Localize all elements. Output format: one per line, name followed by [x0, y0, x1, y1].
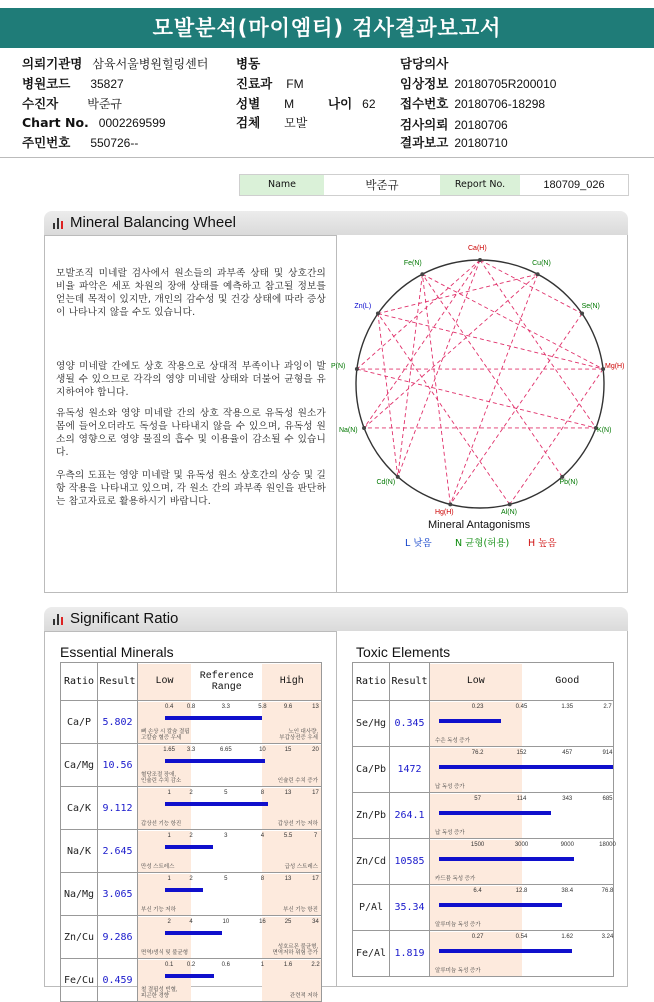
wheel-label: Zn(L) — [354, 302, 372, 310]
ratio-section-header — [44, 607, 628, 631]
scale-tick: 1500 — [470, 841, 485, 848]
request-value: 20180706 — [454, 118, 508, 132]
ess-hdr-ratio: Ratio — [61, 663, 98, 701]
wheel-node — [396, 475, 400, 479]
antagonism-link — [364, 274, 538, 428]
scale-tick: 7 — [313, 832, 318, 839]
scale-tick: 6.4 — [473, 887, 482, 894]
ess-hdr-low: Low — [138, 664, 191, 700]
scale-tick: 16 — [259, 918, 266, 925]
scale-tick: 13 — [284, 789, 292, 796]
scale-tick: 2 — [189, 832, 193, 839]
ratio-result: 35.34 — [390, 885, 430, 931]
scale-tick: 34 — [312, 918, 319, 925]
ess-hdr-result: Result — [98, 663, 138, 701]
note-low: 알루미늄 독성 증가 — [435, 968, 481, 974]
toxic-title: Toxic Elements — [356, 644, 451, 660]
scale-tick: 343 — [562, 795, 573, 802]
wheel-label: Fe(N) — [403, 260, 422, 268]
ess-hdr-high: High — [262, 664, 321, 700]
tox-hdr-low: Low — [430, 664, 522, 700]
tox-hdr-result: Result — [390, 663, 430, 701]
hospital-code-label: 병원코드 — [22, 76, 71, 91]
wheel-node — [478, 258, 482, 262]
paragraph-4: 우측의 도표는 영양 미네랄 및 유독성 원소 상호간의 상승 및 길항 작용을 나타내고 있으며, 각 원소 간의 과부족 원인을 판단하는 참고자료로 활용하시기 바랍니다. — [56, 470, 326, 508]
ratio-result: 2.645 — [98, 830, 138, 873]
toxic-row — [353, 839, 614, 885]
scale-tick: 0.8 — [186, 703, 196, 710]
ratio-name: Ca/K — [61, 787, 98, 830]
scale-tick: 9.6 — [283, 703, 293, 710]
scale-tick: 57 — [474, 795, 481, 802]
bar-chart-icon — [53, 218, 65, 229]
wheel-label: K(N) — [597, 426, 612, 434]
ratio-result: 1472 — [390, 747, 430, 793]
note-high: 급성 스트레스 — [284, 864, 318, 870]
scale-tick: 5 — [224, 789, 228, 796]
patient-info — [22, 54, 642, 154]
note-high: 노인 대사량, 부갑상선증 우세 — [279, 728, 318, 741]
name-box — [239, 174, 629, 196]
chart-value: 0002269599 — [98, 116, 166, 130]
age-label: 나이 — [328, 96, 353, 111]
note-low: 갑상선 기능 항진 — [141, 821, 182, 827]
antagonism-link — [480, 260, 582, 314]
paragraph-2: 영양 미네랄 간에도 상호 작용으로 상대적 부족이나 과잉이 발생될 수 있으므로 각각의 영양 미네랄 상태와 더불어 균형을 유지하여야 합니다. — [56, 361, 326, 399]
scale-tick: 0.45 — [515, 703, 528, 710]
scale-tick: 2 — [167, 918, 171, 925]
essential-row — [61, 787, 322, 830]
ratio-name: Zn/Pb — [353, 793, 390, 839]
ratio-section-title: Significant Ratio — [70, 610, 179, 627]
scale-tick: 10 — [259, 746, 266, 753]
clinical-label: 임상정보 — [400, 76, 449, 91]
name-value: 박준규 — [365, 178, 399, 192]
toxic-table — [352, 662, 614, 977]
ratio-result: 10585 — [390, 839, 430, 885]
scale-tick: 2 — [189, 789, 193, 796]
scale-tick: 2.2 — [311, 961, 320, 968]
report-date-label: 결과보고 — [400, 135, 449, 150]
scale-tick: 2.7 — [603, 703, 612, 710]
scale-tick: 17 — [312, 789, 319, 796]
resident-label: 주민번호 — [22, 135, 71, 150]
institution-label: 의뢰기관명 — [22, 56, 83, 71]
note-high: 갑상선 기능 저하 — [277, 821, 318, 827]
wheel-label: Na(N) — [338, 426, 358, 434]
scale-tick: 1 — [167, 875, 171, 882]
wheel-node — [580, 312, 584, 316]
scale-tick: 76.2 — [471, 749, 484, 756]
scale-tick: 10 — [222, 918, 230, 925]
wheel-node — [508, 502, 512, 506]
scale-tick: 5 — [224, 875, 228, 882]
institution-value: 삼육서울병원힐링센터 — [92, 57, 209, 71]
scale-tick: 0.2 — [186, 961, 196, 968]
ratio-bar — [439, 857, 574, 861]
ratio-name: Fe/Cu — [61, 959, 98, 1002]
scale-tick: 12.8 — [515, 887, 528, 894]
name-label: Name — [240, 175, 324, 195]
report-title: 모발분석(마이엠티) 검사결과보고서 — [0, 8, 654, 48]
toxic-row — [353, 747, 614, 793]
toxic-row — [353, 931, 614, 977]
ward-label: 병동 — [236, 56, 261, 71]
ratio-name: Zn/Cd — [353, 839, 390, 885]
ratio-name: Se/Hg — [353, 701, 390, 747]
clinical-value: 20180705R200010 — [454, 77, 557, 91]
wheel-label: Pb(N) — [559, 479, 578, 487]
hospital-code-value: 35827 — [90, 77, 124, 91]
scale-tick: 3.24 — [601, 933, 614, 940]
scale-tick: 2 — [189, 875, 193, 882]
wheel-label: Cu(N) — [532, 260, 551, 268]
scale-tick: 152 — [516, 749, 527, 756]
scale-tick: 6.65 — [219, 746, 232, 753]
scale-tick: 0.54 — [515, 933, 528, 940]
note-low: 알루미늄 독성 증가 — [435, 922, 481, 928]
wheel-label: Se(N) — [581, 302, 600, 310]
ratio-result: 3.065 — [98, 873, 138, 916]
ratio-bar — [165, 845, 213, 849]
wheel-node — [536, 272, 540, 276]
note-low: 뼈 손상 시 칼슘 결핍 고칼슘 혈증 우세 — [141, 728, 190, 741]
receipt-label: 접수번호 — [400, 96, 449, 111]
sex-label: 성별 — [236, 96, 261, 111]
scale-tick: 0.27 — [471, 933, 484, 940]
scale-tick: 1 — [167, 789, 171, 796]
wheel-label: P(N) — [331, 362, 346, 370]
ratio-bar — [165, 716, 262, 720]
ratio-bar — [165, 931, 221, 935]
wheel-node — [362, 426, 366, 430]
note-low: 납 독성 증가 — [435, 830, 465, 836]
scale-tick: 15 — [284, 746, 292, 753]
scale-tick: 3 — [224, 832, 228, 839]
essential-row — [61, 916, 322, 959]
scale-tick: 13 — [284, 875, 292, 882]
report-no-label: Report No. — [440, 175, 520, 195]
scale-tick: 18000 — [599, 841, 616, 848]
chart-label: Chart No. — [22, 115, 89, 130]
report-date-value: 20180710 — [454, 136, 508, 150]
wheel-node — [420, 272, 424, 276]
tox-hdr-good: Good — [555, 675, 580, 687]
scale-tick: 0.6 — [221, 961, 230, 968]
paragraph-3: 유독성 원소와 영양 미네랄 간의 상호 작용으로 유독성 원소가 몸에 들어오더라도 독성을 나타내지 않을 수 있으며, 유독성 원소의 영향으로 영양 물질의 흡수 및 이용율이 감소될 수 있습니다. — [56, 408, 326, 459]
ratio-result: 9.286 — [98, 916, 138, 959]
ratio-result: 1.819 — [390, 931, 430, 977]
note-low: 철 결핍성 빈혈, 피곤한 경향 — [141, 986, 178, 999]
scale-tick: 0.1 — [164, 961, 174, 968]
note-low: 혈당조절 장애, 인슐린 수치 감소 — [141, 771, 182, 784]
essential-row — [61, 830, 322, 873]
scale-tick: 0.23 — [471, 703, 484, 710]
ratio-name: Ca/P — [61, 701, 98, 744]
note-low: 만성 스트레스 — [141, 864, 175, 870]
wheel-label: Mg(H) — [604, 362, 625, 370]
essential-row — [61, 873, 322, 916]
antagonism-link — [357, 369, 596, 428]
ratio-result: 0.459 — [98, 959, 138, 1002]
legend-low: L 낮음 — [405, 538, 432, 549]
scale-tick: 1 — [167, 832, 171, 839]
wheel-node — [355, 367, 359, 371]
ratio-name: P/Al — [353, 885, 390, 931]
ratio-result: 5.802 — [98, 701, 138, 744]
ratio-bar — [439, 811, 551, 815]
scale-tick: 1.6 — [283, 961, 293, 968]
antagonism-link — [510, 369, 603, 504]
age-value: 62 — [362, 97, 376, 111]
note-low: 수은 독성 증가 — [435, 738, 470, 744]
ratio-bar — [439, 949, 572, 953]
wheel-circle — [356, 260, 604, 508]
mineral-wheel — [340, 258, 620, 558]
resident-value: 550726-- — [90, 136, 139, 150]
ratio-result: 9.112 — [98, 787, 138, 830]
bar-chart-icon — [53, 614, 65, 625]
scale-tick: 5.5 — [283, 832, 293, 839]
scale-tick: 457 — [562, 749, 573, 756]
ratio-result: 10.56 — [98, 744, 138, 787]
scale-tick: 685 — [602, 795, 613, 802]
legend-normal: N 균형(허용) — [455, 538, 510, 549]
dept-label: 진료과 — [236, 76, 273, 91]
ratio-bar — [165, 974, 213, 978]
wheel-node — [448, 502, 452, 506]
note-low: 카드뮴 독성 증가 — [435, 876, 476, 882]
note-low: 면역/생식 및 불균형 — [141, 950, 189, 956]
wheel-label: Ca(H) — [468, 245, 487, 252]
scale-tick: 8 — [260, 875, 265, 882]
scale-tick: 114 — [516, 795, 527, 802]
ratio-bar — [439, 765, 613, 769]
wheel-label: Hg(H) — [434, 509, 454, 517]
ratio-name: Na/Mg — [61, 873, 98, 916]
scale-tick: 9000 — [560, 841, 574, 848]
scale-tick: 38.4 — [561, 887, 574, 894]
essential-title: Essential Minerals — [60, 644, 174, 660]
scale-tick: 1.65 — [163, 746, 175, 753]
antagonism-link — [480, 260, 596, 428]
note-high: 성호르몬 불균형, 면역저하 위험 증가 — [272, 943, 318, 956]
wheel-node — [560, 475, 564, 479]
scale-tick: 5.8 — [258, 703, 267, 710]
note-high: 부신 기능 항진 — [283, 907, 318, 913]
ratio-result: 264.1 — [390, 793, 430, 839]
request-label: 검사의뢰 — [400, 117, 449, 132]
ratio-name: Na/K — [61, 830, 98, 873]
ratio-result: 0.345 — [390, 701, 430, 747]
note-low: 납 독성 증가 — [435, 784, 465, 790]
ratio-bar — [165, 802, 268, 806]
receipt-value: 20180706-18298 — [454, 97, 546, 111]
ratio-name: Ca/Pb — [353, 747, 390, 793]
scale-tick: 1 — [260, 961, 265, 968]
patient-label: 수진자 — [22, 96, 59, 111]
toxic-row — [353, 793, 614, 839]
ratio-bar — [439, 903, 562, 907]
scale-tick: 25 — [284, 918, 292, 925]
scale-tick: 4 — [260, 832, 265, 839]
note-high: 인슐린 수치 증가 — [277, 778, 318, 784]
scale-tick: 914 — [602, 749, 613, 756]
wheel-caption: Mineral Antagonisms — [428, 519, 531, 531]
dept-value: FM — [286, 77, 304, 91]
sex-value: M — [284, 97, 295, 111]
scale-tick: 17 — [312, 875, 319, 882]
scale-tick: 76.8 — [601, 887, 614, 894]
specimen-value: 모발 — [284, 116, 308, 130]
scale-tick: 3.3 — [221, 703, 230, 710]
antagonism-link — [398, 274, 423, 477]
wheel-label: Cd(N) — [376, 479, 396, 487]
ratio-name: Fe/Al — [353, 931, 390, 977]
divider — [0, 157, 654, 158]
note-high: 관련적 저하 — [289, 993, 318, 999]
scale-tick: 1.35 — [561, 703, 574, 710]
report-no-value: 180709_026 — [543, 179, 605, 191]
scale-tick: 3.3 — [186, 746, 196, 753]
essential-row — [61, 744, 322, 787]
wheel-section-title: Mineral Balancing Wheel — [70, 214, 236, 231]
essential-table — [60, 662, 322, 1002]
paragraph-1: 모발조직 미네랄 검사에서 원소들의 과부족 상태 및 상호간의 비율 파악은 세포 차원의 장애 상태를 예측하고 참고될 정보를 얻는데 목적이 있지만, 개인의 감수성 및 건강 상태에 따라 증상이 나타나지 않을 수도 있습니다. — [56, 268, 326, 319]
wheel-label: Al(N) — [501, 509, 517, 517]
ratio-bar — [439, 719, 500, 723]
ratio-name: Ca/Mg — [61, 744, 98, 787]
wheel-section-header — [44, 211, 628, 235]
toxic-row — [353, 885, 614, 931]
essential-row — [61, 959, 322, 1002]
ess-hdr-ref: Reference Range — [199, 670, 254, 693]
toxic-row — [353, 701, 614, 747]
antagonism-link — [378, 314, 398, 477]
scale-tick: 0.4 — [164, 703, 174, 710]
scale-tick: 8 — [260, 789, 265, 796]
ratio-name: Zn/Cu — [61, 916, 98, 959]
scale-tick: 13 — [312, 703, 319, 710]
scale-tick: 3000 — [514, 841, 529, 848]
patient-value: 박준규 — [87, 97, 123, 111]
note-low: 부신 기능 저하 — [141, 907, 176, 913]
scale-tick: 1.62 — [561, 933, 574, 940]
specimen-label: 검체 — [236, 115, 261, 130]
antagonism-link — [450, 274, 537, 504]
tox-hdr-ratio: Ratio — [353, 663, 390, 701]
doctor-label: 담당의사 — [400, 56, 449, 71]
wheel-node — [376, 312, 380, 316]
ratio-bar — [165, 888, 203, 892]
ratio-bar — [165, 759, 265, 763]
scale-tick: 20 — [312, 746, 319, 753]
scale-tick: 4 — [189, 918, 193, 925]
legend-high: H 높음 — [528, 538, 557, 549]
essential-row — [61, 701, 322, 744]
